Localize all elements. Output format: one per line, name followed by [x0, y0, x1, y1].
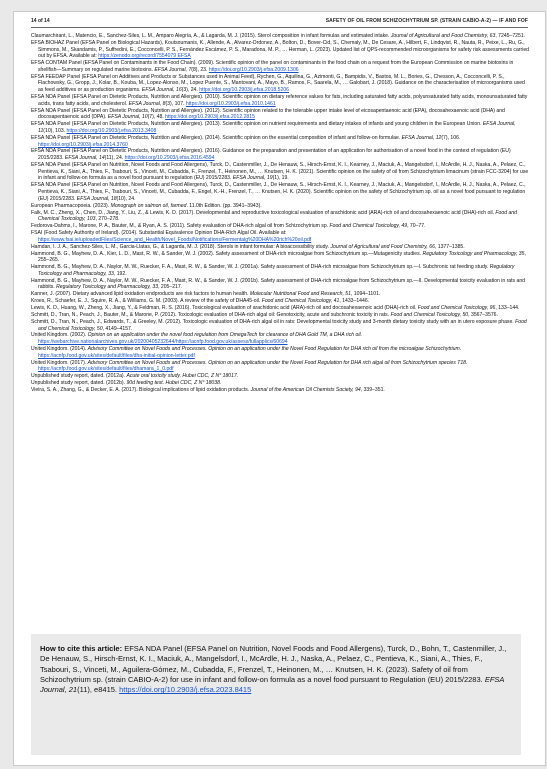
reference-link[interactable]: https://doi.org/10.2903/j.efsa.2016.4594 — [124, 155, 215, 162]
document-page — [13, 11, 546, 766]
reference-item — [31, 305, 530, 312]
reference-text: United Kingdom. (2014). — [31, 346, 88, 353]
running-title: SAFETY OF OIL FROM SCHIZOCHYTRIUM SP. (STRAIN CABIO-A-2) — IF AND FOF — [325, 18, 528, 24]
reference-text: Kroes, R., Schaefer, E. J., Squire, R. A., & Williams, G. M. (2003). A review of the safety of DHA45-oil. — [31, 298, 262, 305]
reference-text: United Kingdom. (2017). — [31, 359, 88, 366]
reference-text: Lewis, K. D., Huang, W., Zheng, X., Jiang, Y., & Feldman, R. S. (2016). Toxicological evaluation of arachidonic acid (ARA)-rich oil and docosahexaenoic acid (DHA)-rich oil. — [31, 305, 418, 312]
reference-volume: , 255–265. — [38, 250, 526, 264]
reference-item — [31, 121, 530, 134]
reference-volume: (10), 103. — [43, 127, 67, 134]
reference-item — [31, 223, 530, 230]
reference-link[interactable]: https://doi.org/10.2903/j.efsa.2009.1306 — [208, 66, 299, 73]
reference-item — [31, 346, 530, 359]
reference-text: Hammond, B. G., Mayhew, D. A., Naylor, M. W., Ruecker, F. A., Mast, R. W., & Sander, W. J. (2001a). Safety assessment of DHA-rich microalgae from Schizochytrium sp.—I. Subchronic rat feeding study. — [31, 264, 490, 271]
reference-journal: Regulatory Toxicology and Pharmacology, 33 — [38, 264, 515, 277]
reference-journal: Journal of Agricultural and Food Chemistry, 66 — [330, 243, 435, 250]
reference-link[interactable]: https://zenodo.org/record/7554079 EFSA — [98, 53, 191, 60]
reference-link[interactable]: https://acnfp.food.gov.uk/sites/default/files/dha-initial-opinion-letter.pdf — [38, 352, 195, 359]
reference-item — [31, 298, 530, 305]
reference-text: Unpublished study report, dated. (2012a). — [31, 373, 127, 380]
reference-text: EFSA NDA Panel (EFSA Panel on Dietetic Products, Nutrition and Allergies). (2014). Scientific opinion on the essential composition of infant and follow-on formulae. — [31, 134, 402, 141]
reference-text: Fedorova-Dahms, I., Marone, P. A., Bauter, M., & Ryan, A. S. (2011). Safety evaluation of DHA-rich algal oil from Schizochytrium sp. — [31, 223, 330, 230]
citation-volume: (11), e8415. — [77, 685, 120, 695]
reference-link[interactable]: https://doi.org/10.2903/j.efsa.2013.3408 — [66, 127, 157, 134]
reference-item — [31, 332, 530, 345]
reference-text: Schmitt, D., Tran, N., Peach, J., Edwards, T., & Greeley, M. (2012). Toxicologic evaluation of DHA-rich algal oil in rats: Developmental toxicity study and 3-month dietary toxicity study with an in utero exposure phase. — [31, 318, 516, 325]
citation-doi-link[interactable]: https://doi.org/10.2903/j.efsa.2023.8415 — [119, 685, 252, 695]
reference-text: United Kingdom. (2002). — [31, 332, 88, 339]
reference-text: FSAI (Food Safety Authority of Ireland). (2014). Substantial Equivalence Opinion DHA-Rich Algal Oil. Available at: — [31, 230, 287, 237]
reference-journal: EFSA Journal, 12 — [401, 134, 442, 141]
reference-text: EFSA CONTAM Panel (EFSA Panel on Contaminants in the Food Chain). (2009). Scientific opinion of the panel on contaminants in the food chain on a request from the European Commission on marine biotoxins in shellfish—Summary on regulated marine biotoxins. — [31, 60, 514, 73]
reference-item — [31, 319, 530, 332]
reference-volume: , 192. — [113, 270, 127, 277]
reference-volume: , 1094–1101. — [350, 291, 381, 298]
citation-box — [31, 634, 521, 755]
reference-link[interactable]: https://doi.org/10.2903/j.efsa.2010.1461 — [185, 100, 276, 107]
reference-text: EFSA NDA Panel (EFSA Panel on Dietetic Products, Nutrition and Allergies). (2012). Scientific opinion related to the tolerable upper intake level of eicosapentaenoic acid (EPA), docosahexaenoic acid (DHA) and docosapentaenoic acid (DPA). — [31, 107, 505, 121]
reference-journal: Monograph on salmon oil, farmed — [110, 202, 187, 209]
reference-text: European Pharmacopoeia. (2023). — [31, 202, 111, 209]
reference-item — [31, 135, 530, 148]
reference-journal: Journal of Agricultural and Food Chemistry, 63 — [390, 33, 496, 39]
reference-item — [31, 278, 530, 291]
reference-journal: EFSA Journal, 14 — [64, 155, 105, 162]
reference-item — [31, 33, 530, 40]
reference-volume: . 11.0th Edition. (pp. 3941–3943). — [186, 202, 262, 209]
reference-item — [31, 373, 530, 380]
reference-item — [31, 264, 530, 277]
reference-link[interactable]: https://doi.org/10.2903/j.efsa.2014.3760 — [38, 141, 128, 148]
reference-item — [31, 210, 530, 223]
reference-volume: (8), 23. — [191, 66, 209, 73]
page-number: 14 of 14 — [31, 18, 50, 24]
reference-item — [31, 312, 530, 319]
reference-text: EFSA NDA Panel (EFSA Panel on Dietetic Products, Nutrition and Allergies). (2010). Scientific opinion on dietary reference values for fats, including saturated fatty acids, polyunsaturated fatty acids, monounsaturated fatty acids, trans fatty acids, and cholesterol. — [31, 94, 528, 107]
reference-item — [31, 251, 530, 264]
reference-volume: (7), 106. — [441, 134, 461, 141]
reference-volume: (3), 24. — [181, 87, 200, 94]
header-rule — [31, 27, 528, 28]
reference-journal: EFSA Journal, 18 — [76, 195, 117, 202]
reference-volume: (3), 107. — [165, 100, 186, 107]
reference-journal: Regulatory Toxicology and Pharmacology, 35 — [422, 250, 525, 257]
reference-text: Schmitt, D., Tran, N., Peach, J., Bauter, M., & Marone, P. (2012). Toxicologic evaluation of DHA-rich algal oil: Genotoxicity, acute and subchronic toxicity in rats. — [31, 311, 391, 318]
reference-item — [31, 162, 530, 182]
reference-text: EFSA NDA Panel (EFSA Panel on Nutrition, Novel Foods and Food Allergens), Turck, D., Castenmiller, J., De Henauw, S., Hirsch-Ernst, K. I., Kearney, J., Maciuk, A., Mangelsdorf, I., McArdle, H. J., Naska, A., Pelaez, C., Pentieva, K., Siani, A., Thies, F., Tsabouri, S., Vinceti, M., Cubadda, F., Frenzel, T., Heinonen, M., … Knutsen, H. K. (2021). Scientific opinion on the safety of oil from Schizochytrium limacinum (strain FCC-3204) for use in infant and follow-on formula as a novel food pursuant to regulation (EU) 2015/2283. — [31, 162, 529, 182]
reference-text: EFSA NDA Panel (EFSA Panel on Dietetic Products, Nutrition and Allergies). (2013). Scientific opinion on nutrient requirements and dietary intakes of infants and young children in the European Union. — [31, 121, 483, 128]
reference-volume: , 7245–7251. — [495, 33, 526, 39]
reference-journal: Regulatory Toxicology and Pharmacology, 33 — [56, 284, 159, 291]
reference-journal: EFSA Journal, 10 — [107, 114, 148, 121]
reference-text: Hamdan, I. J. A., Sanchez-Siles, L. M., Garcia-Llatas, G., & Lagarda, M. J. (2018). Sterols in infant formulas: A bioaccessibility study. — [31, 243, 331, 250]
reference-volume: , 270–278. — [95, 216, 120, 223]
reference-journal: Advisory Committee on Novel Foods and Processes. Opinion on an application under the Novel Food Regulation for DHA rich algal oil from Schizochytrium species T18. — [87, 359, 468, 366]
reference-journal: Molecular Nutritional Food and Research, 51 — [249, 291, 351, 298]
reference-item — [31, 182, 530, 202]
reference-volume: , 1377–1385. — [434, 243, 465, 250]
page-header — [31, 18, 528, 28]
reference-text: EFSA BIOHAZ Panel (EFSA Panel on Biological Hazards), Koutsoumanis, K., Allende, A., Alvarez-Ordonez, A., Bolton, D., Bover-Cid, S., Chemaly, M., De Cesare, A., Hilbert, F., Lindqvist, R., Nauta, R., Peixe, L., Ru, G., Simmons, M., Skandamis, P., Suffredini, E., Cocconcelli, P. S., Fernández Escámez, P. S., Maradona, M. P., … Herman, L. (2023). Updated list of QPS-recommended microorganisms for safety risk assessments carried out by EFSA. Available at: — [31, 39, 529, 60]
reference-journal: Food and Chemical Toxicology, 49 — [329, 223, 408, 230]
reference-journal: EFSA Journal, 16 — [141, 87, 182, 94]
citation-journal: EFSA Journal, 21 — [40, 674, 505, 695]
reference-item — [31, 60, 530, 73]
reference-journal: Journal of the American Oil Chemists Society, 94 — [250, 387, 361, 393]
reference-journal: Food and Chemical Toxicology, 50 — [390, 311, 469, 318]
reference-journal: Food and Chemical Toxicology, 96 — [417, 305, 496, 312]
reference-item — [31, 387, 530, 394]
reference-item — [31, 94, 530, 107]
reference-volume: (11), 24. — [104, 155, 125, 162]
reference-journal: Opinion on an application under the novel food regulation from OmegaTech for clearance of DHA Gold TM, a DHA rich oil. — [87, 332, 362, 339]
reference-journal: Food and Chemical Toxicology, 103 — [38, 209, 517, 223]
reference-volume: , 133–144. — [495, 305, 520, 312]
reference-link[interactable]: https://doi.org/10.2903/j.efsa.2018.5206 — [199, 87, 289, 94]
reference-text: EFSA FEEDAP Panel (EFSA Panel on Additives and Products or Substances used in Animal Feed), Rychen, G., Aquilina, G., Azimonti, G., Bampidis, V., Bastos, M. L., Bories, G., Chesson, A., Cocconcelli, P. S., Flachowsky, G., Gropp, J., Kolar, B., Kouba, M., Lopez-Alonso, M., Lopez Puente, S., Mantovani, A., Mayo, B., Ramos, F., Saarela, M., … Galobart, J. (2018). Guidance on the characterisation of microorganisms used as feed additives or as production organisms. — [31, 73, 525, 94]
reference-text: Vieira, S. A., Zhang, G., & Decker, E. A. (2017). Biological implications of lipid oxidation products. — [31, 387, 251, 393]
reference-item — [31, 40, 530, 60]
reference-journal: EFSA Journal, 7 — [154, 66, 192, 73]
reference-volume: (1), 19. — [272, 175, 289, 182]
reference-link[interactable]: https://www.fsai.ie/uploadedFiles/Science_and_Health/Novel_Foods/Notifications/Fermentalg%20DHA%20rich%20oil.pdf — [38, 236, 312, 243]
reference-journal: Acute oral toxicity study. Hubei CDC, Z N° 18017. — [126, 373, 239, 380]
reference-item — [31, 203, 530, 210]
reference-volume: (7), 48. — [147, 114, 166, 121]
reference-journal: EFSA Journal, 11 — [38, 121, 516, 134]
reference-volume: , 205–217. — [158, 284, 183, 291]
citation-text — [40, 644, 507, 695]
reference-link[interactable]: https://acnfp.food.gov.uk/sites/default/files/dhamara_1_0.pdf — [38, 366, 174, 373]
reference-text: Kanner, J. (2007). Dietary advanced lipid oxidation endproducts are risk factors to human health. — [31, 291, 250, 298]
reference-volume: , 339–351. — [360, 387, 385, 393]
reference-journal: Advisory Committee on Novel Foods and Processes. Opinion on an application under the Novel Food Regulation for DHA rich oil from the microalgae Schizochytrium. — [87, 346, 462, 353]
reference-item — [31, 291, 530, 298]
reference-list — [31, 33, 530, 394]
reference-volume: , 4149–4157. — [102, 325, 133, 332]
reference-journal: Food and Chemical Toxicology, 50 — [38, 318, 527, 332]
reference-text: EFSA NDA Panel (EFSA Panel on Dietetic Products, Nutrition and Allergies). (2016). Guidance on the preparation and presentation of an application for authorisation of a novel food in the context of regulation (EU) 2015/2283. — [31, 148, 511, 162]
reference-item — [31, 230, 530, 243]
reference-link[interactable]: https://doi.org/10.2903/j.efsa.2012.2815 — [165, 114, 255, 121]
citation-label: How to cite this article: — [40, 644, 123, 653]
citation-body: EFSA NDA Panel (EFSA Panel on Nutrition, Novel Foods and Food Allergens), Turck, D., Bohn, T., Castenmiller, J., De Henauw, S., Hirsch-Ernst, K. I., Maciuk, A., Mangelsdorf, I., McArdle, H. J., Naska, A., Pelaez, C., Pentieva, K., Siani, A., Thies, F., Tsabouri, S., Vinceti, M., Aguilera-Gómez, M., Cubadda, F., Frenzel, T., Heinonen, M., … Knutsen, H. K. (2023). Safety of oil from Schizochytrium sp. (strain CABIO-A-2) for use in infant and follow-on formula as a novel food pursuant to Regulation (EU) 2015/2283. — [40, 644, 507, 684]
reference-volume: , 1433–1446. — [339, 298, 370, 305]
reference-volume: (10), 24. — [116, 195, 136, 202]
reference-text: Hammond, B. G., Mayhew, D. A., Kier, L. D., Mast, R. W., & Sander, W. J. (2002). Safety assessment of DHA-rich microalgae from Schizochytrium sp.—Mutagenicity studies. — [31, 250, 423, 257]
reference-journal: Food and Chemical Toxicology, 41 — [261, 298, 340, 305]
reference-item — [31, 74, 530, 94]
reference-journal: 90d feeding test. Hubei CDC, Z N° 18038. — [126, 380, 222, 387]
reference-journal: EFSA Journal, 19 — [232, 175, 273, 182]
reference-item — [31, 360, 530, 373]
reference-volume: , 3567–3576. — [468, 311, 498, 318]
reference-item — [31, 108, 530, 121]
reference-text: Claumarchirant, L., Matencio, E., Sanchez-Siles, L. M., Amparo Alegría, A., & Lagarda, M. J. (2015). Sterol composition in infant formulas and estimated intake. — [31, 33, 391, 39]
reference-item — [31, 148, 530, 161]
reference-text: Falk, M. C., Zheng, X., Chen, D., Jiang, Y., Liu, Z., & Lewis, K. D. (2017). Developmental and reproductive toxicological evaluation of arachidonic acid (ARA)-rich oil and docosahexaenoic acid (DHA)-rich oil. — [31, 209, 496, 216]
reference-volume: , 70–77. — [407, 223, 426, 230]
reference-text: Unpublished study report, dated. (2012b). — [31, 380, 127, 387]
reference-link[interactable]: https://webarchive.nationalarchives.gov.uk/20200405232644/https://acnfp.food.gov.uk/assess/fullapplics/60694 — [38, 339, 288, 346]
reference-text: Hammond, B. G., Mayhew, D. A., Naylor, M. W., Ruecker, F. A., Mast, R. W., & Sander, W. J. (2001b). Safety assessment of DHA-rich microalgae from Schizochytrium sp.—II. Developmental toxicity evaluation in rats and rabbits. — [31, 277, 525, 291]
reference-journal: EFSA Journal, 8 — [128, 100, 166, 107]
reference-item — [31, 244, 530, 251]
reference-item — [31, 380, 530, 387]
reference-text: EFSA NDA Panel (EFSA Panel on Nutrition, Novel Foods and Food Allergens), Turck, D., Castenmiller, J., De Henauw, S., Hirsch-Ernst, K. I., Kearney, J., Maciuk, A., Mangelsdorf, I., McArdle, H. J., Naska, A., Pelaez, C., Pentieva, K., Siani, A., Thies, F., Tsabouri, S., Vinceti, M., Cubadda, F., Engel, K.-H., Frenzel, T., … Knutsen, H. K. (2020). Scientific opinion on the safety of Schizochytrium sp. oil as a novel food pursuant to regulation (EU) 2015/2283. — [31, 182, 526, 202]
